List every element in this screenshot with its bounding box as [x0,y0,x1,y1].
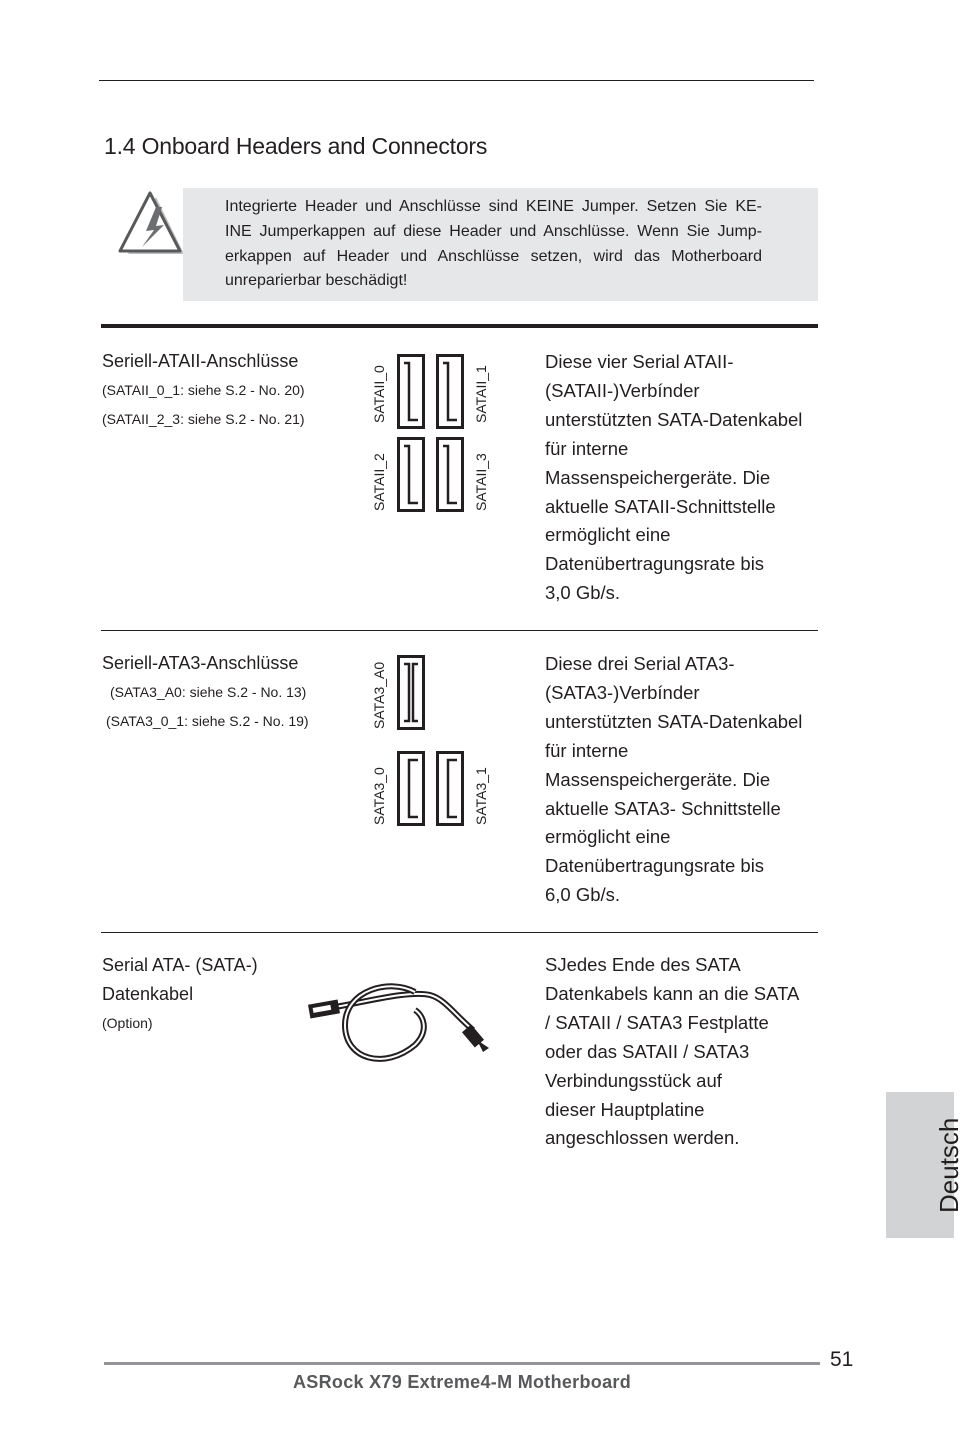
sata-connector-icon [397,437,425,512]
footer-rule [104,1362,820,1365]
description-line: aktuelle SATAII-Schnittstelle [545,495,776,517]
sata3-port-label: SATA3_A0 [371,661,387,729]
sata-connector-icon [397,354,425,429]
description-line: SJedes Ende des SATA [545,954,741,975]
top-rule [99,80,814,81]
sata-connector-icon [397,655,425,730]
sata-cable-illustration [305,980,495,1075]
cable-description [545,951,799,1153]
sata2-port-label: SATAII_3 [473,453,489,511]
description-line: ermöglicht eine [545,524,671,546]
description-line: 6,0 Gb/s. [545,884,621,906]
description-line: aktuelle SATA3- Schnittstelle [545,797,781,819]
description-line: oder das SATAII / SATA3 [545,1040,750,1062]
sata2-ref: (SATAII_2_3: siehe S.2 - No. 21) [102,411,305,427]
sata2-port-label: SATAII_0 [371,365,387,423]
footer-product-name: ASRock X79 Extreme4-M Motherboard [293,1372,631,1392]
description-line: Verbindungsstück auf [545,1069,722,1091]
description-line: (SATA3-)Verbínder [545,681,700,703]
warning-line: INE Jumperkappen auf diese Header und Anschlüsse. Wenn Sie Jump- [225,222,762,240]
sata2-ref: (SATAII_0_1: siehe S.2 - No. 20) [102,382,305,398]
description-line: 3,0 Gb/s. [545,582,621,604]
sata-connector-icon [436,354,464,429]
description-line: Diese vier Serial ATAII- [545,351,734,372]
description-line: ermöglicht eine [545,826,671,848]
sata3-title: Seriell-ATA3-Anschlüsse [102,653,299,673]
cable-title-line: Serial ATA- (SATA-) [102,955,258,975]
sata3-ref: (SATA3_A0: siehe S.2 - No. 13) [110,684,307,700]
sata2-port-label: SATAII_2 [371,453,387,511]
language-side-tab [886,1092,964,1238]
section-divider [101,630,818,631]
description-line: Massenspeichergeräte. Die [545,466,771,488]
section-title: 1.4 Onboard Headers and Connectors [104,133,488,159]
description-line: für interne [545,739,629,761]
cable-option: (Option) [102,1015,153,1031]
sata2-description [545,348,802,608]
sata2-port-label: SATAII_1 [473,365,489,423]
warning-text [225,195,762,294]
description-line: Datenübertragungsrate bis [545,855,765,877]
description-line: angeschlossen werden. [545,1127,740,1149]
warning-line: Integrierte Header und Anschlüsse sind KEINE Jumper. Setzen Sie KE- [225,198,762,215]
sata3-port-label: SATA3_0 [371,767,387,825]
description-line: (SATAII-)Verbínder [545,379,700,401]
sata2-title: Seriell-ATAII-Anschlüsse [102,351,299,371]
description-line: dieser Hauptplatine [545,1098,705,1120]
section-divider [101,932,818,933]
sata3-port-label: SATA3_1 [473,767,489,825]
cable-title-line: Datenkabel [102,984,194,1004]
description-line: / SATAII / SATA3 Festplatte [545,1011,769,1033]
sata-connector-icon [436,437,464,512]
description-line: Datenübertragungsrate bis [545,553,765,575]
sata-connector-icon [397,751,425,826]
sata3-ref: (SATA3_0_1: siehe S.2 - No. 19) [106,713,309,729]
description-line: Massenspeichergeräte. Die [545,768,771,790]
page-number: 51 [830,1348,854,1371]
description-line: unterstützten SATA-Datenkabel [545,710,803,732]
description-line: Datenkabels kann an die SATA [545,982,800,1004]
description-line: Diese drei Serial ATA3- [545,653,735,674]
warning-line: unreparierbar beschädigt! [225,272,408,290]
description-line: unterstützten SATA-Datenkabel [545,408,803,430]
section-divider-thick [101,324,818,328]
warning-box [183,188,818,301]
warning-triangle-lightning-icon [112,191,186,257]
language-tab-label: Deutsch [934,1117,964,1213]
sata-connector-icon [436,751,464,826]
warning-line: erkappen auf Header und Anschlüsse setzen, wird das Motherboard [225,247,762,265]
sata3-description [545,650,802,910]
description-line: für interne [545,437,629,459]
